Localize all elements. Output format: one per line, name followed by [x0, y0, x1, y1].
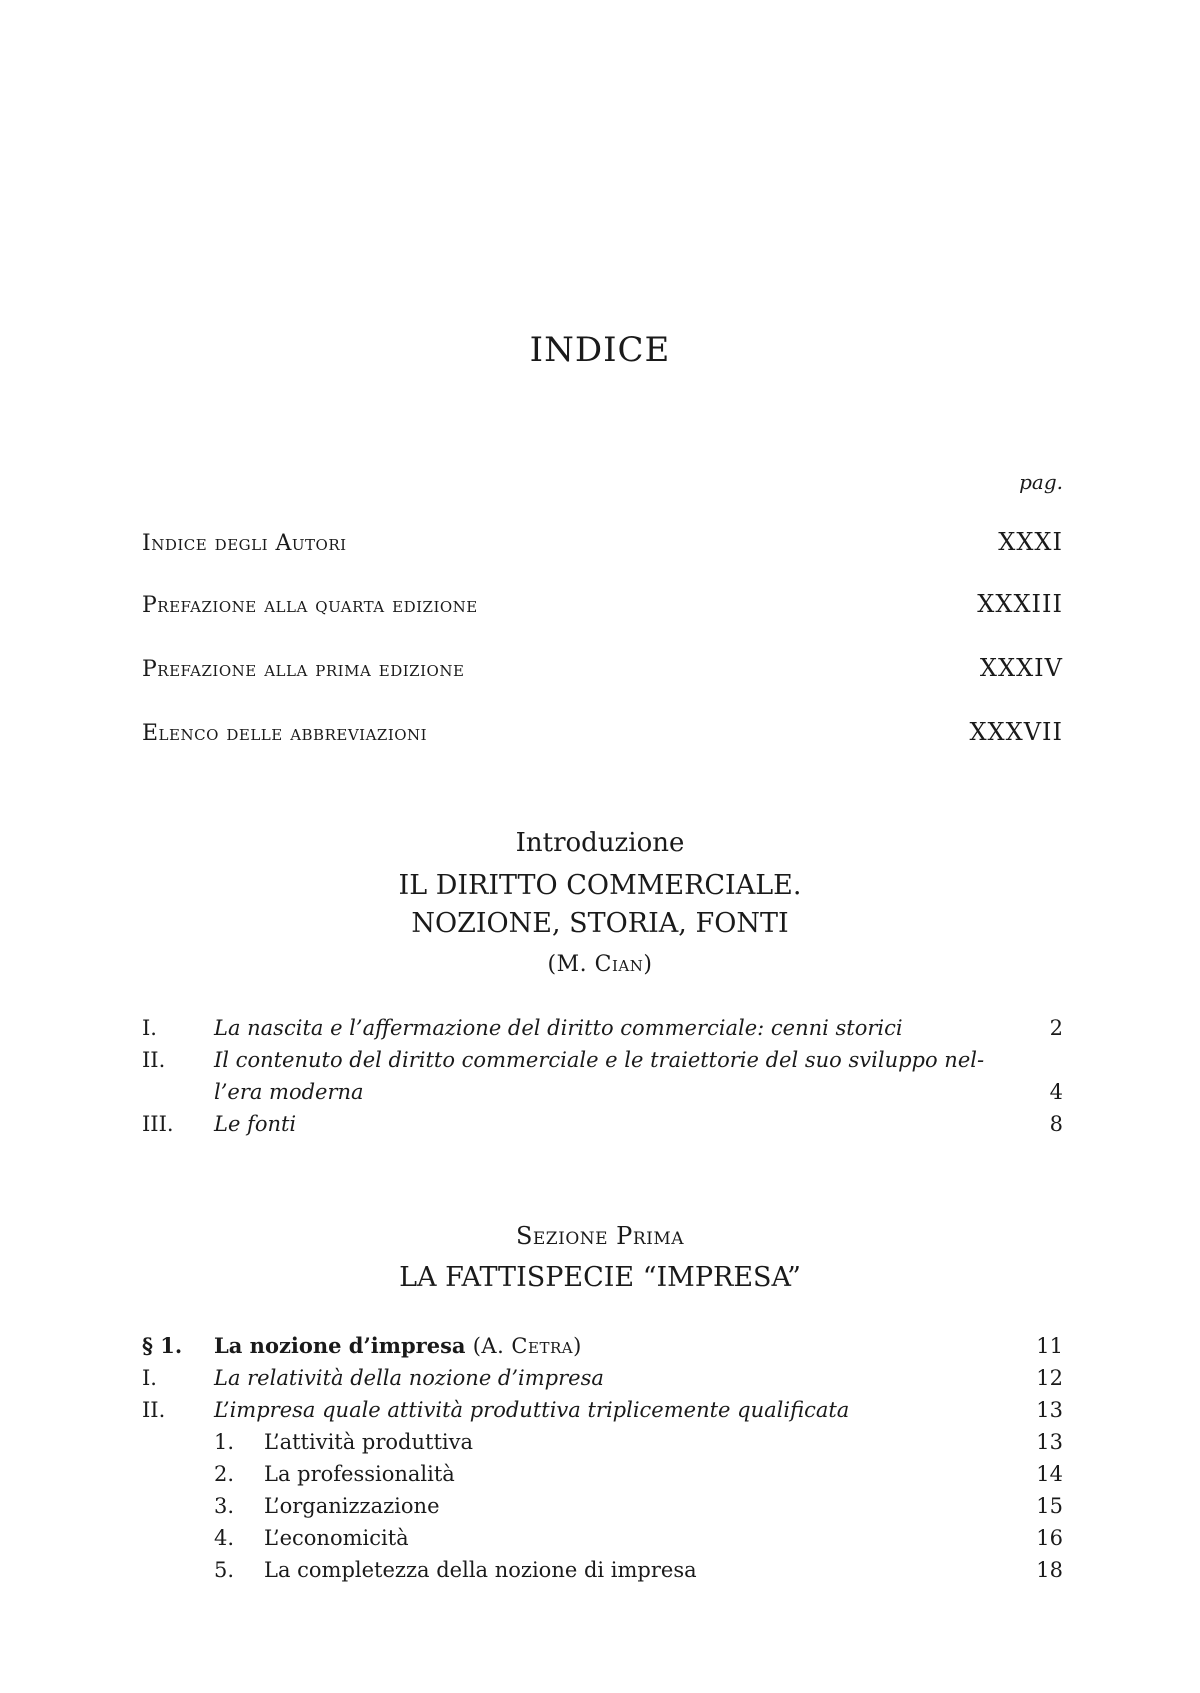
introduction-title-line2: NOZIONE, STORIA, FONTI [411, 908, 789, 939]
front-matter-label: Elenco delle abbreviazioni [142, 721, 428, 746]
toc-entry[interactable] [142, 1044, 1063, 1076]
section-kicker: Sezione Prima [515, 1222, 685, 1250]
toc-subentry-number: 5. [214, 1558, 235, 1582]
toc-subentry-page: 14 [1036, 1462, 1063, 1486]
front-matter-label: Prefazione alla prima edizione [142, 657, 465, 682]
toc-entry-number: I. [142, 1016, 157, 1040]
toc-entry-text: l’era moderna [214, 1080, 364, 1104]
toc-subentry-text: La completezza della nozione di impresa [264, 1558, 697, 1582]
toc-entry-text: La relatività della nozione d’impresa [214, 1366, 604, 1390]
toc-entry-page: 13 [1036, 1398, 1063, 1422]
toc-entry-page: 4 [1049, 1080, 1063, 1104]
toc-subentry[interactable] [142, 1490, 1063, 1522]
toc-entry[interactable] [142, 1108, 1063, 1140]
toc-entry-continuation[interactable] [142, 1076, 1063, 1108]
toc-heading-text: La nozione d’impresa [214, 1333, 466, 1358]
toc-subentry-text: L’organizzazione [264, 1494, 440, 1518]
toc-entry-text: La nascita e l’affermazione del diritto commerciale: cenni storici [214, 1016, 903, 1040]
toc-heading-author: (A. Cetra) [465, 1334, 582, 1358]
section-title: LA FATTISPECIE “IMPRESA” [399, 1262, 801, 1293]
toc-subentry[interactable] [142, 1554, 1063, 1586]
toc-subentry-page: 18 [1036, 1558, 1063, 1582]
toc-entry[interactable] [142, 1394, 1063, 1426]
front-matter-page: XXXVII [969, 718, 1063, 746]
toc-heading-entry[interactable] [142, 1330, 1063, 1362]
toc-subentry-text: La professionalità [264, 1462, 455, 1486]
toc-subentry[interactable] [142, 1522, 1063, 1554]
toc-subentry-number: 4. [214, 1526, 235, 1550]
toc-subentry-text: L’economicità [264, 1526, 409, 1550]
toc-subentry-page: 13 [1036, 1430, 1063, 1454]
introduction-author: (M. Cian) [547, 952, 653, 977]
pag-column-label: pag. [1019, 470, 1063, 494]
toc-entry-number: III. [142, 1112, 174, 1136]
toc-entry-page: 12 [1036, 1366, 1063, 1390]
toc-subentry-number: 1. [214, 1430, 235, 1454]
introduction-kicker: Introduzione [515, 828, 685, 858]
toc-subentry[interactable] [142, 1458, 1063, 1490]
introduction-title-line1: IL DIRITTO COMMERCIALE. [398, 870, 802, 901]
toc-heading-page: 11 [1036, 1334, 1063, 1358]
toc-entry[interactable] [142, 1012, 1063, 1044]
toc-entry-text: L’impresa quale attività produttiva triplicemente qualificata [214, 1398, 850, 1422]
toc-entry[interactable] [142, 1362, 1063, 1394]
front-matter-row[interactable] [142, 590, 1063, 624]
toc-entry-page: 8 [1049, 1112, 1063, 1136]
toc-heading-number: § 1. [142, 1333, 183, 1358]
toc-subentry-text: L’attività produttiva [264, 1430, 473, 1454]
front-matter-label: Indice degli Autori [142, 531, 347, 556]
front-matter-label: Prefazione alla quarta edizione [142, 593, 478, 618]
toc-subentry-page: 16 [1036, 1526, 1063, 1550]
toc-entry-page: 2 [1049, 1016, 1063, 1040]
toc-entry-number: II. [142, 1048, 166, 1072]
toc-subentry[interactable] [142, 1426, 1063, 1458]
toc-entry-text: Le fonti [214, 1112, 297, 1136]
toc-subentry-number: 2. [214, 1462, 235, 1486]
front-matter-page: XXXIII [977, 590, 1063, 618]
front-matter-page: XXXIV [979, 654, 1063, 682]
front-matter-row[interactable] [142, 718, 1063, 752]
toc-entry-text: Il contenuto del diritto commerciale e le traiettorie del suo sviluppo nel- [214, 1048, 985, 1072]
front-matter-page: XXXI [998, 528, 1063, 556]
front-matter-row[interactable] [142, 654, 1063, 688]
front-matter-row[interactable] [142, 528, 1063, 562]
toc-subentry-number: 3. [214, 1494, 235, 1518]
page-title: INDICE [529, 330, 671, 370]
toc-entry-number: II. [142, 1398, 166, 1422]
toc-subentry-page: 15 [1036, 1494, 1063, 1518]
toc-entry-number: I. [142, 1366, 157, 1390]
